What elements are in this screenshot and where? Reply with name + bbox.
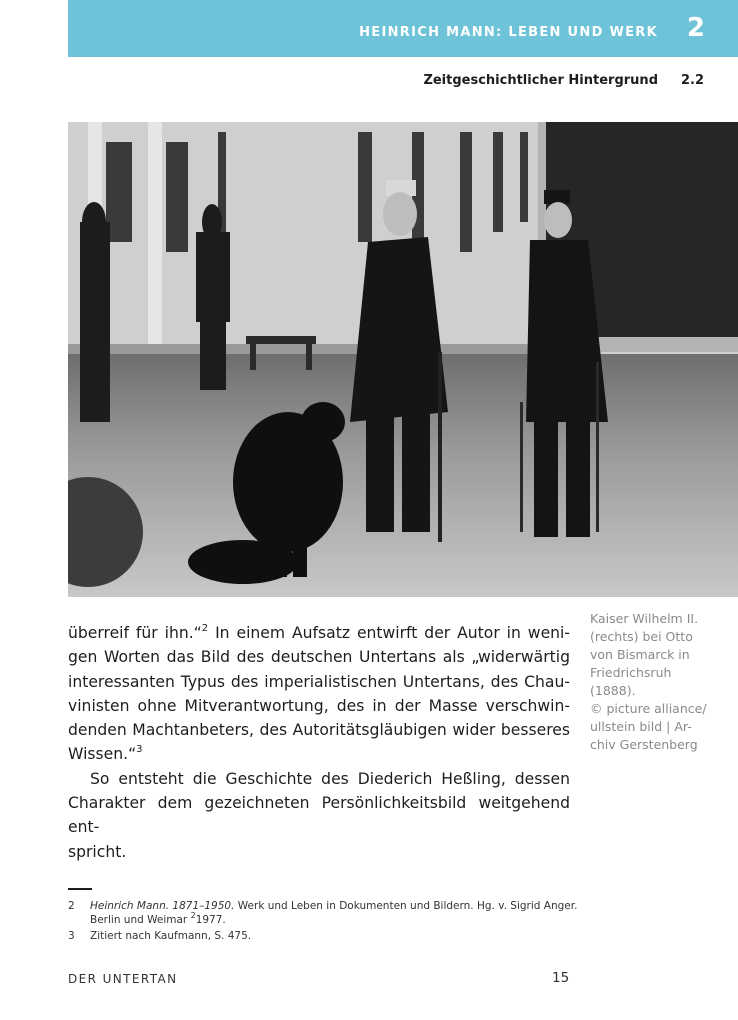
caption-line: © picture alliance/	[590, 701, 707, 716]
text-fragment: In einem Aufsatz entwirft der Autor in weni-	[208, 624, 570, 642]
text-line: spricht.	[68, 842, 127, 861]
footnote-item	[68, 899, 578, 927]
chapter-title: HEINRICH MANN: LEBEN UND WERK	[359, 25, 658, 40]
footnote-item	[68, 929, 568, 943]
footnote-number: 2	[68, 900, 75, 912]
guard-left	[80, 202, 110, 422]
footnote-rule	[68, 888, 92, 890]
footer-book-title: DER UNTERTAN	[68, 972, 178, 986]
historical-photo	[68, 122, 738, 597]
footnote-text: Werk und Leben in Dokumenten und Bildern. Hg. v. Sigrid Anger.	[234, 900, 578, 912]
text-fragment: Wissen.“	[68, 745, 137, 764]
caption-line: ullstein bild | Ar-	[590, 719, 692, 734]
footnote-ref[interactable]: 2	[201, 623, 209, 634]
text-line: denden Machtanbeters, des Autoritätsgläubigen wider besseres	[68, 721, 570, 740]
section-title: Zeitgeschichtlicher Hintergrund	[423, 73, 658, 88]
text-line	[68, 621, 570, 645]
text-line: gen Worten das Bild des deutschen Untertans als „widerwärtig	[68, 648, 570, 667]
footnotes	[68, 899, 578, 945]
caption-line: von Bismarck in	[590, 647, 690, 662]
footnote-number: 3	[68, 930, 75, 942]
chapter-header-bar	[68, 0, 738, 57]
text-line	[68, 742, 570, 766]
text-line: So entsteht die Geschichte des Diederich Heßling, dessen	[90, 769, 570, 788]
edition-superscript: 2	[190, 911, 196, 920]
caption-line: (1888).	[590, 683, 636, 698]
footnote-text: Zitiert nach Kaufmann, S. 475.	[90, 930, 252, 942]
text-line: Charakter dem gezeichneten Persönlichkeitsbild weitgehend ent-	[68, 794, 570, 837]
text-fragment: überreif für ihn.“	[68, 624, 202, 642]
section-number: 2.2	[680, 73, 704, 88]
photo-illustration	[68, 122, 738, 597]
footnote-line	[90, 899, 578, 913]
footnote-text: Berlin und Weimar	[90, 914, 191, 926]
caption-line: Friedrichsruh	[590, 665, 672, 680]
text-line: interessanten Typus des imperialistischen Untertans, des Chau-	[68, 672, 570, 691]
text-line: vinisten ohne Mitverantwortung, des in der Masse verschwin-	[68, 696, 570, 715]
page-number: 15	[552, 970, 570, 986]
footnote-italic: Heinrich Mann. 1871–1950.	[90, 900, 235, 912]
photo-caption	[590, 610, 730, 754]
body-text	[68, 621, 570, 864]
footnote-line	[90, 913, 568, 927]
caption-line: chiv Gerstenberg	[590, 737, 698, 752]
caption-line: (rechts) bei Otto	[590, 629, 693, 644]
footnote-ref[interactable]: 3	[136, 744, 143, 756]
chapter-number: 2	[686, 13, 705, 43]
footnote-text: 1977.	[195, 914, 226, 926]
caption-line: Kaiser Wilhelm II.	[590, 611, 699, 626]
